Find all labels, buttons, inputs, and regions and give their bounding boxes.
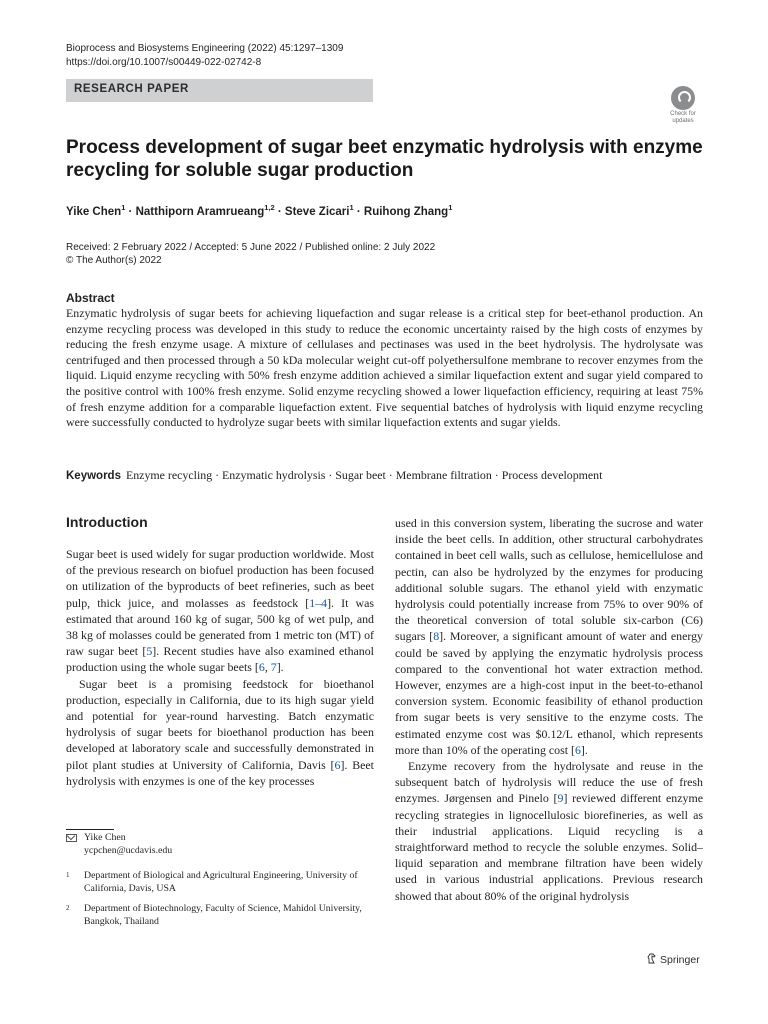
introduction-heading: Introduction [66, 514, 148, 530]
footnote-divider [66, 829, 114, 830]
abstract-text: Enzymatic hydrolysis of sugar beets for achieving liquefaction and sugar release is a critical step for beet-ethanol production. An enzyme recycling process was developed in this study to reduce the economic uncertainty raised by the high costs of enzymes by reducing the fresh enzyme usage. A mixture of cellulases and pectinases was used in the beet hydrolysis. The hydrolysate was centrifuged and then processed through a 50 kDa molecular weight cut-off polyethersulfone membrane to recover enzymes from the liquid. Liquid enzyme recycling with 50% fresh enzyme addition achieved a similar liquefaction extent and sugar yield compared to the positive control with 100% fresh enzyme. Solid enzyme recycling showed a lower liquefaction efficiency, requiring at least 75% of fresh enzyme addition for a comparable liquefaction extent. Five sequential batches of hydrolysis with liquid enzyme recycling were successfully conducted to hydrolyze sugar beets with similar liquefaction extents and sugar yields. [66, 306, 703, 430]
article-type-label: RESEARCH PAPER [74, 83, 189, 95]
keywords-label: Keywords [66, 470, 121, 482]
corresponding-author-name: Yike Chen [84, 832, 126, 843]
affiliation-number: 2 [66, 904, 70, 912]
affiliation-2 [66, 903, 366, 928]
author-separator: · [274, 205, 285, 218]
citation-link[interactable]: 6 [574, 742, 581, 757]
corresponding-author [66, 832, 172, 857]
author-list [66, 203, 452, 218]
journal-name-volume: Bioprocess and Biosystems Engineering (2022) 45:1297–1309 [66, 43, 344, 54]
affiliation-number: 1 [66, 871, 70, 879]
publisher-logo [647, 953, 700, 966]
author-name[interactable]: Steve Zicari [284, 205, 350, 218]
publication-dates [66, 241, 435, 267]
author-separator: · [353, 205, 364, 218]
abstract-heading: Abstract [66, 291, 115, 305]
author-affiliation-marker: 1 [448, 203, 453, 212]
citation-link[interactable]: 7 [270, 660, 277, 675]
body-paragraph: Sugar beet is used widely for sugar production worldwide. Most of the previous research on biofuel production has been focused on utilization of the byproducts of beet refineries, such as beet pulp, thick juice, and molasses as feedstock [1–4]. It was estimated that around 160 kg of sugar, 500 kg of wet pulp, and 38 kg of molasses could be generated from 1 metric ton (MT) of raw sugar beet [5]. Recent studies have also examined ethanol production using the whole sugar beets [6, 7]. [66, 547, 374, 675]
journal-citation [66, 42, 343, 70]
check-for-updates-label: Check for updates [670, 111, 696, 124]
author-separator: · [125, 205, 136, 218]
keywords [66, 467, 706, 484]
citation-link[interactable]: 6 [258, 660, 265, 675]
citation-link[interactable]: 9 [557, 791, 564, 806]
keywords-list: Enzyme recycling · Enzymatic hydrolysis · Sugar beet · Membrane filtration · Process development [125, 468, 603, 482]
doi-link[interactable]: https://doi.org/10.1007/s00449-022-02742-8 [66, 57, 262, 68]
received-accepted-published: Received: 2 February 2022 / Accepted: 5 June 2022 / Published online: 2 July 2022 [66, 242, 436, 253]
author-affiliation-marker: 1,2 [264, 203, 275, 212]
article-title: Process development of sugar beet enzymatic hydrolysis with enzyme recycling for soluble sugar production [66, 137, 703, 181]
author-affiliation-marker: 1 [349, 203, 354, 212]
right-column-body [395, 515, 703, 904]
author-name[interactable]: Natthiporn Aramrueang [135, 205, 265, 218]
affiliation-text: Department of Biological and Agricultural Engineering, University of California, Davis, USA [84, 870, 358, 894]
body-paragraph: Sugar beet is a promising feedstock for bioethanol production, especially in California, due to its high sugar yield and potential for year-round harvesting. Batch enzymatic hydrolysis of sugar beets for bioethanol production has been developed at laboratory scale and successfully demonstrated in pilot plant studies at University of California, Davis [6]. Beet hydrolysis with enzymes is one of the key processes [66, 676, 374, 788]
article-type-banner [66, 79, 373, 102]
check-for-updates-icon [671, 86, 695, 110]
body-paragraph: used in this conversion system, liberating the sucrose and water inside the beet cells. In addition, other structural carbohydrates contained in beet cell walls, such as cellulose, hemicellulose and pectin, can also be hydrolyzed by the enzymes for producing additional soluble sugars. The ethanol yield with enzymatic hydrolysis could potentially increase from 75% to over 90% of the theoretical conversion of total soluble six-carbon (C6) sugars [8]. Moreover, a significant amount of water and energy could be saved by applying the enzymatic hydrolysis process compared to the conventional hot water extraction method. However, enzymes are a high-cost input in the beet-to-ethanol conversion system. Economic feasibility of ethanol production from sugar beets is very sensitive to the enzyme costs. The estimated enzyme cost was $0.12/L ethanol, which represents more than 10% of the operating cost [6]. [395, 516, 703, 757]
citation-link[interactable]: 6 [334, 757, 341, 772]
copyright-notice: © The Author(s) 2022 [66, 255, 162, 266]
affiliation-text: Department of Biotechnology, Faculty of Science, Mahidol University, Bangkok, Thailand [84, 903, 362, 927]
corresponding-author-email[interactable]: ycpchen@ucdavis.edu [84, 844, 173, 856]
affiliation-1 [66, 870, 366, 895]
citation-link[interactable]: 1–4 [309, 595, 328, 610]
body-paragraph: Enzyme recovery from the hydrolysate and reuse in the subsequent batch of hydrolysis will reduce the use of fresh enzymes. Jørgensen and Pinelo [9] reviewed different enzyme recycling strategies in lignocellulosic biorefineries, as well as their industrial applications. Liquid recycling is a straightforward method to recycle the soluble enzymes. Solid–liquid separation and membrane filtration have been widely used in various industrial applications. Previous research showed that about 80% of the original hydrolysis [395, 759, 703, 903]
email-envelope-icon [66, 834, 77, 842]
author-name[interactable]: Ruihong Zhang [363, 205, 449, 218]
check-for-updates-badge[interactable] [664, 86, 702, 124]
citation-link[interactable]: 5 [146, 644, 153, 659]
citation-link[interactable]: 8 [433, 629, 440, 644]
author-name[interactable]: Yike Chen [66, 205, 122, 218]
author-affiliation-marker: 1 [121, 203, 126, 212]
left-column-body [66, 546, 374, 789]
publisher-name: Springer [660, 954, 700, 966]
springer-horse-icon [647, 953, 656, 964]
